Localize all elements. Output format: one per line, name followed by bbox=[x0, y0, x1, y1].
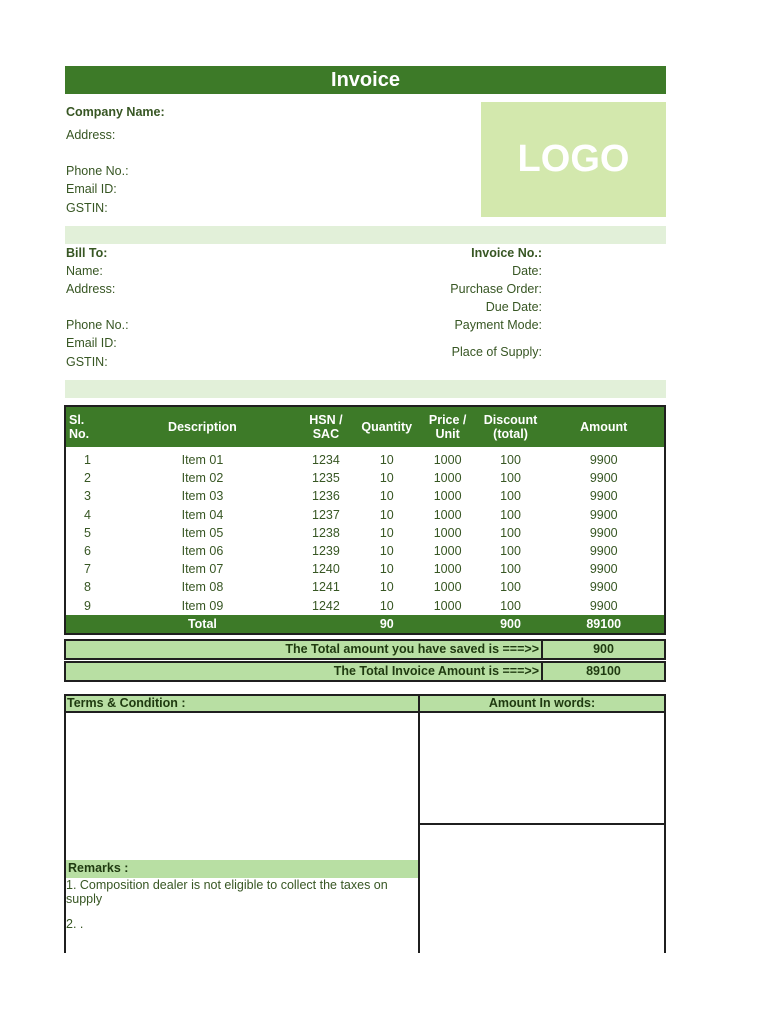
cell-description: Item 09 bbox=[181, 598, 224, 613]
place-of-supply-label: Place of Supply: bbox=[451, 345, 542, 359]
table-total-row bbox=[65, 615, 665, 634]
table-row bbox=[65, 506, 665, 524]
cell-description: Item 03 bbox=[181, 489, 224, 504]
cell-hsn: 1241 bbox=[312, 580, 340, 595]
logo-placeholder: LOGO bbox=[481, 102, 666, 217]
cell-discount: 100 bbox=[500, 453, 521, 468]
cell-sl-no: 1 bbox=[83, 453, 91, 468]
cell-description: Item 01 bbox=[181, 453, 224, 468]
cell-discount: 100 bbox=[500, 489, 521, 504]
bill-to-gstin-label: GSTIN: bbox=[66, 355, 108, 369]
signature-box bbox=[418, 823, 666, 953]
header-description: Description bbox=[109, 406, 296, 447]
cell-description: Item 07 bbox=[181, 562, 224, 577]
due-date-label: Due Date: bbox=[485, 300, 542, 314]
table-row bbox=[65, 542, 665, 560]
header-quantity: Quantity bbox=[356, 406, 418, 447]
company-phone-label: Phone No.: bbox=[66, 164, 129, 178]
cell-amount: 9900 bbox=[589, 489, 618, 504]
cell-sl-no: 2 bbox=[83, 471, 91, 486]
remarks-line-2: 2. . bbox=[66, 917, 84, 931]
cell-price: 1000 bbox=[433, 453, 462, 468]
cell-discount: 100 bbox=[500, 544, 521, 559]
invoice-amount-label: The Total Invoice Amount is ===>> bbox=[64, 661, 543, 682]
cell-quantity: 10 bbox=[379, 489, 394, 504]
cell-sl-no: 5 bbox=[83, 525, 91, 540]
cell-amount: 9900 bbox=[589, 525, 618, 540]
bill-to-name-label: Name: bbox=[66, 264, 103, 278]
terms-heading: Terms & Condition : bbox=[64, 694, 420, 713]
invoice-date-label: Date: bbox=[512, 264, 542, 278]
cell-price: 1000 bbox=[433, 507, 462, 522]
header-hsn-sac: HSN / SAC bbox=[296, 406, 356, 447]
cell-amount: 9900 bbox=[589, 598, 618, 613]
cell-amount: 9900 bbox=[589, 453, 618, 468]
cell-price: 1000 bbox=[433, 471, 462, 486]
cell-sl-no: 3 bbox=[83, 489, 91, 504]
cell-discount: 100 bbox=[500, 525, 521, 540]
remarks-heading: Remarks : bbox=[64, 860, 420, 878]
header-discount: Discount (total) bbox=[478, 406, 544, 447]
table-row bbox=[65, 597, 665, 615]
table-header-row bbox=[65, 406, 665, 447]
table-row bbox=[65, 469, 665, 487]
cell-sl-no: 7 bbox=[83, 562, 91, 577]
invoice-amount-value: 89100 bbox=[543, 661, 666, 682]
cell-amount: 9900 bbox=[589, 544, 618, 559]
remarks-line-1: 1. Composition dealer is not eligible to collect the taxes on supply bbox=[66, 878, 388, 906]
cell-sl-no: 6 bbox=[83, 544, 91, 559]
cell-sl-no: 8 bbox=[83, 580, 91, 595]
cell-amount: 9900 bbox=[589, 562, 618, 577]
terms-box bbox=[64, 711, 420, 862]
amount-in-words-heading: Amount In words: bbox=[418, 694, 666, 713]
cell-discount: 100 bbox=[500, 471, 521, 486]
cell-quantity: 10 bbox=[379, 562, 394, 577]
table-row bbox=[65, 560, 665, 578]
cell-hsn: 1234 bbox=[312, 453, 340, 468]
company-address-label: Address: bbox=[66, 128, 116, 142]
table-row bbox=[65, 447, 665, 469]
cell-amount: 9900 bbox=[589, 471, 618, 486]
cell-hsn: 1239 bbox=[312, 544, 340, 559]
items-table bbox=[64, 405, 666, 635]
cell-price: 1000 bbox=[433, 598, 462, 613]
cell-description: Item 06 bbox=[181, 544, 224, 559]
amount-in-words-box bbox=[418, 711, 666, 825]
header-sl-no: Sl. No. bbox=[65, 406, 109, 447]
header-amount: Amount bbox=[543, 406, 665, 447]
cell-price: 1000 bbox=[433, 489, 462, 504]
company-gstin-label: GSTIN: bbox=[66, 201, 108, 215]
table-row bbox=[65, 578, 665, 596]
cell-amount: 9900 bbox=[589, 580, 618, 595]
cell-sl-no: 4 bbox=[83, 507, 91, 522]
total-quantity: 90 bbox=[356, 615, 418, 634]
cell-quantity: 10 bbox=[379, 598, 394, 613]
invoice-amount-row bbox=[64, 661, 666, 682]
cell-quantity: 10 bbox=[379, 471, 394, 486]
separator-band-2 bbox=[65, 380, 666, 398]
company-name-label: Company Name: bbox=[66, 105, 165, 119]
cell-hsn: 1238 bbox=[312, 525, 340, 540]
cell-discount: 100 bbox=[500, 562, 521, 577]
cell-description: Item 04 bbox=[181, 507, 224, 522]
saved-amount-label: The Total amount you have saved is ===>> bbox=[64, 639, 543, 660]
cell-price: 1000 bbox=[433, 580, 462, 595]
cell-discount: 100 bbox=[500, 580, 521, 595]
cell-description: Item 02 bbox=[181, 471, 224, 486]
cell-description: Item 05 bbox=[181, 525, 224, 540]
cell-hsn: 1240 bbox=[312, 562, 340, 577]
cell-hsn: 1237 bbox=[312, 507, 340, 522]
total-cell-empty bbox=[418, 615, 478, 634]
bill-to-email-label: Email ID: bbox=[66, 336, 117, 350]
total-amount: 89100 bbox=[543, 615, 665, 634]
cell-amount: 9900 bbox=[589, 507, 618, 522]
cell-price: 1000 bbox=[433, 525, 462, 540]
company-email-label: Email ID: bbox=[66, 182, 117, 196]
total-cell-empty bbox=[65, 615, 109, 634]
cell-hsn: 1242 bbox=[312, 598, 340, 613]
total-discount: 900 bbox=[478, 615, 544, 634]
table-row bbox=[65, 487, 665, 505]
cell-discount: 100 bbox=[500, 507, 521, 522]
total-cell-empty bbox=[296, 615, 356, 634]
cell-hsn: 1235 bbox=[312, 471, 340, 486]
cell-price: 1000 bbox=[433, 544, 462, 559]
cell-sl-no: 9 bbox=[83, 598, 91, 613]
table-row bbox=[65, 524, 665, 542]
saved-amount-row bbox=[64, 639, 666, 660]
header-price-unit: Price / Unit bbox=[418, 406, 478, 447]
bill-to-address-label: Address: bbox=[66, 282, 116, 296]
cell-quantity: 10 bbox=[379, 544, 394, 559]
cell-price: 1000 bbox=[433, 562, 462, 577]
bill-to-phone-label: Phone No.: bbox=[66, 318, 129, 332]
separator-band bbox=[65, 226, 666, 244]
invoice-no-label: Invoice No.: bbox=[471, 246, 542, 260]
cell-discount: 100 bbox=[500, 598, 521, 613]
cell-quantity: 10 bbox=[379, 453, 394, 468]
cell-description: Item 08 bbox=[181, 580, 224, 595]
cell-hsn: 1236 bbox=[312, 489, 340, 504]
payment-mode-label: Payment Mode: bbox=[454, 318, 542, 332]
total-label: Total bbox=[109, 615, 296, 634]
purchase-order-label: Purchase Order: bbox=[450, 282, 542, 296]
cell-quantity: 10 bbox=[379, 580, 394, 595]
bill-to-heading: Bill To: bbox=[66, 246, 108, 260]
cell-quantity: 10 bbox=[379, 525, 394, 540]
saved-amount-value: 900 bbox=[543, 639, 666, 660]
invoice-title: Invoice bbox=[65, 66, 666, 94]
cell-quantity: 10 bbox=[379, 507, 394, 522]
